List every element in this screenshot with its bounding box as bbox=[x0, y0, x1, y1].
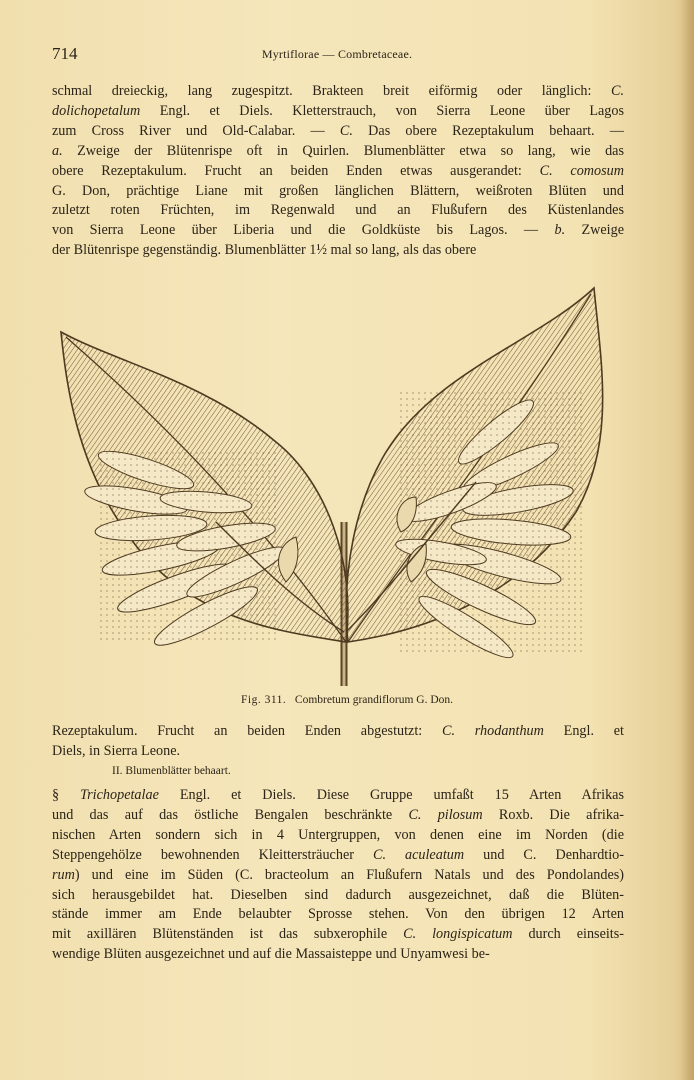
figure-title: Combretum grandiflorum G. Don. bbox=[294, 694, 454, 706]
text-line bbox=[52, 182, 624, 202]
paragraph-after-figure bbox=[52, 722, 624, 762]
text-run: nischen Arten sondern sich in 4 Untergruppen, von denen eine im Norden (die bbox=[52, 826, 624, 843]
text-run: und das auf das östliche Bengalen beschränkte bbox=[52, 806, 409, 823]
text-run: ) und eine im Süden (C. bracteolum an Flußufern Natals und des Pondolandes) bbox=[74, 866, 624, 883]
text-run: Zweige bbox=[565, 222, 624, 239]
text-run: Engl. et Diels. Diese Gruppe umfaßt 15 Arten Afrikas bbox=[158, 787, 624, 803]
paragraph-trichopetalae bbox=[52, 786, 624, 965]
botanical-illustration bbox=[56, 282, 616, 694]
text-line bbox=[52, 122, 624, 142]
text-line bbox=[52, 102, 624, 122]
text-run: Engl. et Diels. Kletterstrauch, von Sierra Leone über Lagos bbox=[140, 102, 624, 119]
text-run: Roxb. Die afrika- bbox=[482, 806, 624, 823]
text-line bbox=[52, 945, 624, 965]
text-line bbox=[52, 221, 624, 241]
italic-taxon: C. longispicatum bbox=[403, 926, 513, 943]
italic-taxon: C. comosum bbox=[539, 162, 624, 179]
text-run: wendige Blüten ausgezeichnet und auf die Massaisteppe und Unyamwesi be- bbox=[52, 946, 490, 963]
text-run: zuletzt roten Früchten, im Regenwald und an Flußufern des Küstenlandes bbox=[52, 202, 624, 219]
text-run: und C. Denhardtio- bbox=[464, 846, 624, 863]
italic-taxon: C. bbox=[339, 122, 353, 139]
text-run: durch einseits- bbox=[512, 926, 624, 943]
running-title: Myrtiflorae — Combretaceae. bbox=[261, 47, 413, 61]
page-edge-shadow bbox=[680, 0, 694, 1080]
text-line bbox=[52, 905, 624, 925]
text-run: der Blütenrispe gegenständig. Blumenblätter 1½ mal so lang, als das obere bbox=[52, 242, 477, 259]
text-run: von Sierra Leone über Liberia und die Goldküste bis Lagos. — bbox=[52, 222, 555, 239]
text-run: mit axillären Blütenständen ist das subxerophile bbox=[52, 926, 404, 943]
italic-taxon: C. bbox=[610, 83, 624, 99]
text-line bbox=[52, 201, 624, 221]
italic-taxon: Trichopetalae bbox=[80, 787, 159, 803]
italic-taxon: C. pilosum bbox=[408, 806, 483, 823]
text-line bbox=[52, 82, 624, 102]
text-run: Rezeptakulum. Frucht an beiden Enden abgestutzt: bbox=[52, 723, 442, 739]
text-run: schmal dreieckig, lang zugespitzt. Brakteen breit eiförmig oder länglich: bbox=[52, 83, 611, 99]
subheading: II. Blumenblätter behaart. bbox=[112, 765, 231, 777]
text-line bbox=[52, 826, 624, 846]
text-run: Zweige der Blütenrispe oft in Quirlen. Blumenblätter etwa so lang, wie das bbox=[62, 142, 624, 159]
combretum-engraving bbox=[56, 282, 616, 694]
text-line bbox=[52, 846, 624, 866]
text-run: zum Cross River und Old-Calabar. — bbox=[52, 122, 340, 139]
text-line bbox=[52, 886, 624, 906]
paragraph-top bbox=[52, 82, 624, 261]
italic-taxon: dolichopetalum bbox=[52, 102, 141, 119]
left-flower-cluster bbox=[83, 444, 290, 654]
text-line bbox=[52, 742, 624, 762]
right-flower-cluster bbox=[394, 392, 586, 665]
text-run: sich herausgebildet hat. Dieselben sind dadurch ausgezeichnet, daß die Blüten- bbox=[52, 886, 624, 903]
text-line bbox=[52, 722, 624, 742]
text-line bbox=[52, 866, 624, 886]
text-line bbox=[52, 806, 624, 826]
page-number: 714 bbox=[52, 44, 78, 63]
figure-caption bbox=[0, 694, 694, 706]
text-run: Engl. et bbox=[543, 723, 624, 739]
italic-taxon: rum bbox=[52, 866, 75, 883]
text-run: § bbox=[52, 787, 81, 803]
page-header bbox=[52, 44, 622, 68]
text-line bbox=[52, 241, 624, 261]
italic-taxon: b. bbox=[554, 222, 566, 239]
text-run: Das obere Rezeptakulum behaart. — bbox=[352, 122, 624, 139]
text-run: G. Don, prächtige Liane mit großen länglichen Blättern, weißroten Blüten und bbox=[52, 182, 624, 199]
text-run: Steppengehölze bewohnenden Kleittersträucher bbox=[52, 846, 373, 863]
figure-number: Fig. 311. bbox=[240, 694, 287, 706]
text-line bbox=[52, 925, 624, 945]
italic-taxon: C. aculeatum bbox=[372, 846, 465, 863]
text-run: Diels, in Sierra Leone. bbox=[52, 742, 181, 759]
text-line bbox=[52, 162, 624, 182]
italic-taxon: C. rhodanthum bbox=[442, 723, 544, 739]
text-run: obere Rezeptakulum. Frucht an beiden Enden etwas ausgerandet: bbox=[52, 162, 540, 179]
text-line bbox=[52, 786, 624, 806]
text-line bbox=[52, 142, 624, 162]
text-run: stände immer am Ende belaubter Sprosse stehen. Von den übrigen 12 Arten bbox=[52, 906, 624, 923]
italic-taxon: a. bbox=[52, 142, 63, 159]
